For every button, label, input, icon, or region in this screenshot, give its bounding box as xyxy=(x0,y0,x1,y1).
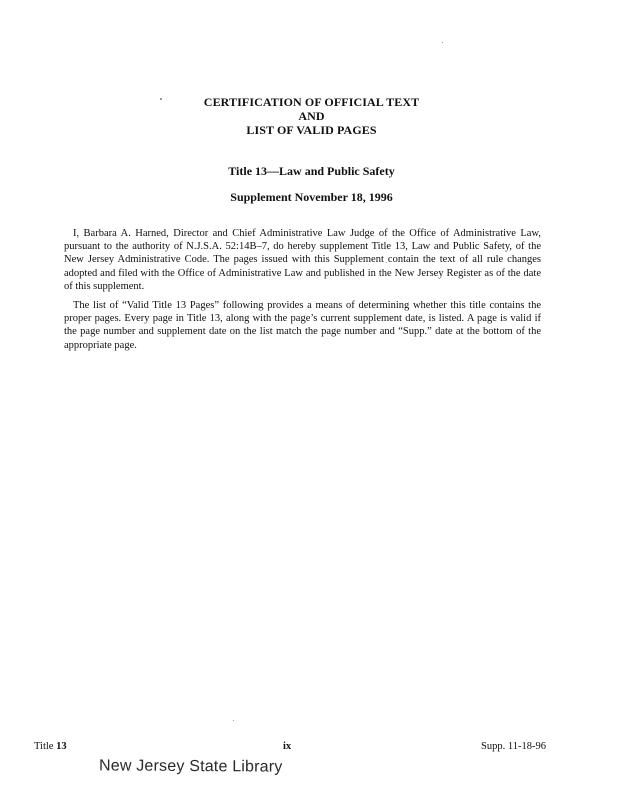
heading-line-2: AND xyxy=(298,109,325,123)
supplement-date-heading: Supplement November 18, 1996 xyxy=(230,190,393,204)
heading-line-3: LIST OF VALID PAGES xyxy=(246,123,377,137)
scan-speck xyxy=(233,720,234,721)
certification-heading xyxy=(140,95,483,137)
valid-pages-paragraph: The list of “Valid Title 13 Pages” following provides a means of determining whether this title contains the proper pages. Every page in Title 13, along with the page’s current supplement date, is listed. A page is valid if the page number and supplement date on the list match the page number and “Supp.” date at the bottom of the appropriate page. xyxy=(64,300,541,351)
scan-speck xyxy=(442,42,443,43)
library-stamp: New Jersey State Library xyxy=(98,757,283,776)
title-subheading: Title 13—Law and Public Safety xyxy=(228,164,395,178)
heading-line-1: CERTIFICATION OF OFFICIAL TEXT xyxy=(203,95,420,109)
footer-title-number: 13 xyxy=(56,741,67,752)
footer-page-number: ix xyxy=(283,741,292,752)
footer-supplement-date: Supp. 11-18-96 xyxy=(481,741,546,752)
footer-title-label: Title xyxy=(34,741,54,752)
certification-paragraph: I, Barbara A. Harned, Director and Chief Administrative Law Judge of the Office of Administrative Law, pursuant to the authority of N.J.S.A. 52:14B–7, do hereby supplement Title 13, Law and Public Safety, of the New Jersey Administrative Code. The pages issued with this Supplement contain the text of all rule changes adopted and filed with the Office of Administrative Law and published in the New Jersey Register as of the date of this supplement. xyxy=(64,228,541,292)
footer-title xyxy=(34,741,67,753)
